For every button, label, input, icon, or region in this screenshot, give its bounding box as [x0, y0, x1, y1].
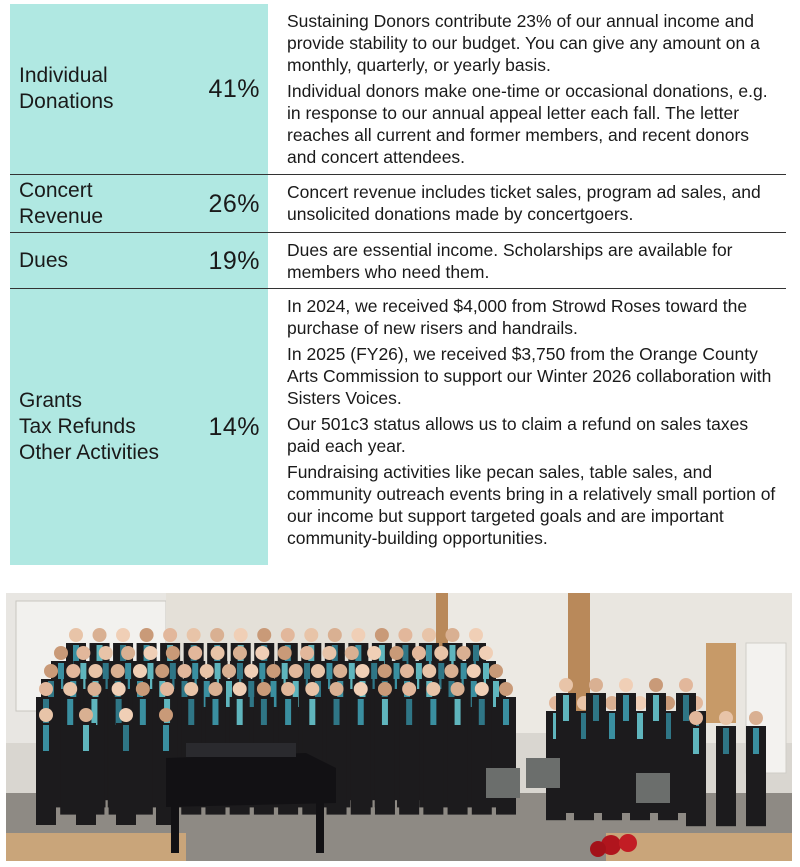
singer-head [44, 664, 58, 678]
singer-head [367, 646, 381, 660]
singer-scarf [123, 725, 129, 751]
singer-head [159, 708, 173, 722]
singer-head [54, 646, 68, 660]
singer-head [679, 678, 693, 692]
singer-head [281, 682, 295, 696]
choir-group-photo [6, 593, 792, 861]
singer-head [451, 682, 465, 696]
description-cell [268, 4, 786, 174]
singer-scarf [593, 695, 599, 721]
singer-head [244, 664, 258, 678]
singer-head [281, 628, 295, 642]
singer-head [412, 646, 426, 660]
singer-head [87, 682, 101, 696]
singer-head [390, 646, 404, 660]
singer-head [278, 646, 292, 660]
row-dues [10, 233, 786, 289]
category-percent: 41% [208, 75, 260, 103]
singer-head [116, 628, 130, 642]
singer-head [445, 664, 459, 678]
singer-head [426, 682, 440, 696]
singer-head [489, 664, 503, 678]
singer-scarf [43, 725, 49, 751]
singer-head [200, 664, 214, 678]
singer-head [63, 682, 77, 696]
singer-head [39, 708, 53, 722]
singer-head [289, 664, 303, 678]
singer-head [445, 628, 459, 642]
singer-scarf [237, 699, 243, 725]
singer-scarf [683, 695, 689, 721]
category-percent: 14% [208, 413, 260, 441]
singer-head [378, 664, 392, 678]
singer-scarf [623, 695, 629, 721]
singer-head [143, 646, 157, 660]
singer-scarf [163, 725, 169, 751]
singer-head [99, 646, 113, 660]
singer-head [66, 664, 80, 678]
category-label: Individual Donations [19, 64, 114, 113]
singer-scarf [188, 699, 194, 725]
description-paragraph: Individual donors make one-time or occasional donations, e.g. in response to our annual appeal letter each fall. The letter reaches all current and former members, and recent donors and concert attendees. [287, 81, 768, 167]
description-paragraph: Dues are essential income. Scholarships are available for members who need them. [287, 240, 733, 282]
singer-head [330, 682, 344, 696]
singer-head [749, 711, 763, 725]
choir-photo-illustration [6, 593, 792, 861]
singer-scarf [455, 699, 461, 725]
singer-head [187, 628, 201, 642]
row-individual-donations [10, 4, 786, 175]
description-paragraph: Sustaining Donors contribute 23% of our annual income and provide stability to our budget. You can give any amount on a monthly, quarterly, or yearly basis. [287, 11, 760, 75]
category-cell [10, 289, 268, 565]
singer-head [257, 682, 271, 696]
singer-head [119, 708, 133, 722]
singer-head [378, 682, 392, 696]
singer-head [422, 664, 436, 678]
singer-head [619, 678, 633, 692]
singer-scarf [261, 699, 267, 725]
singer-head [333, 664, 347, 678]
singer-scarf [140, 699, 146, 725]
singer-scarf [609, 713, 615, 739]
singer-head [163, 628, 177, 642]
singer-head [257, 628, 271, 642]
singer-head [305, 682, 319, 696]
singer-head [69, 628, 83, 642]
singer-scarf [309, 699, 315, 725]
singer-head [300, 646, 314, 660]
singer-scarf [753, 728, 759, 754]
category-cell [10, 233, 268, 288]
singer-head [398, 628, 412, 642]
singer-head [133, 664, 147, 678]
singer-scarf [479, 699, 485, 725]
singer-head [166, 646, 180, 660]
description-paragraph: Concert revenue includes ticket sales, program ad sales, and unsolicited donations made by concertgoers. [287, 182, 761, 224]
singer-head [155, 664, 169, 678]
singer-head [210, 628, 224, 642]
description-cell [268, 289, 786, 565]
description-paragraph: Our 501c3 status allows us to claim a refund on sales taxes paid each year. [287, 414, 749, 456]
singer-head [222, 664, 236, 678]
singer-head [467, 664, 481, 678]
singer-head [184, 682, 198, 696]
singer-head [499, 682, 513, 696]
singer-scarf [406, 699, 412, 725]
singer-head [208, 682, 222, 696]
singer-head [89, 664, 103, 678]
singer-head [469, 628, 483, 642]
singer-head [356, 664, 370, 678]
singer-head [255, 646, 269, 660]
singer-head [589, 678, 603, 692]
row-concert-revenue [10, 175, 786, 233]
singer-scarf [67, 699, 73, 725]
singer-scarf [563, 695, 569, 721]
singer-head [328, 628, 342, 642]
category-percent: 26% [208, 189, 260, 218]
singer-scarf [503, 699, 509, 725]
singer-head [689, 711, 703, 725]
singer-head [267, 664, 281, 678]
singer-head [402, 682, 416, 696]
singer-head [719, 711, 733, 725]
row-grants-other [10, 289, 786, 565]
singer-scarf [358, 699, 364, 725]
category-cell [10, 4, 268, 174]
singer-scarf [693, 728, 699, 754]
singer-head [559, 678, 573, 692]
singer-head [422, 628, 436, 642]
singer-head [233, 646, 247, 660]
singer-scarf [285, 699, 291, 725]
singer-head [79, 708, 93, 722]
singer-head [93, 628, 107, 642]
singer-head [140, 628, 154, 642]
singer-head [178, 664, 192, 678]
singer-scarf [212, 699, 218, 725]
category-percent: 19% [208, 246, 260, 275]
description-paragraph: In 2024, we received $4,000 from Strowd Roses toward the purchase of new risers and handrails. [287, 296, 748, 338]
singer-scarf [430, 699, 436, 725]
singer-head [121, 646, 135, 660]
singer-head [188, 646, 202, 660]
singer-scarf [334, 699, 340, 725]
category-cell [10, 175, 268, 232]
description-cell [268, 233, 786, 288]
singer-scarf [382, 699, 388, 725]
singer-head [400, 664, 414, 678]
singer-head [233, 682, 247, 696]
singer-head [649, 678, 663, 692]
category-label: Dues [19, 248, 69, 272]
singer-head [457, 646, 471, 660]
singer-head [434, 646, 448, 660]
singer-head [136, 682, 150, 696]
description-cell [268, 175, 786, 232]
singer-head [234, 628, 248, 642]
singer-head [160, 682, 174, 696]
singer-head [322, 646, 336, 660]
singer-head [375, 628, 389, 642]
singer-head [311, 664, 325, 678]
singer-scarf [637, 713, 643, 739]
singer-head [111, 664, 125, 678]
singer-head [354, 682, 368, 696]
singer-head [39, 682, 53, 696]
singer-scarf [653, 695, 659, 721]
singer-head [112, 682, 126, 696]
singer-head [345, 646, 359, 660]
description-paragraph: Fundraising activities like pecan sales, table sales, and community outreach events bring in a relatively small portion of our income but support targeted goals and are important community-building opportunities. [287, 462, 776, 548]
description-paragraph: In 2025 (FY26), we received $3,750 from the Orange County Arts Commission to support our Winter 2026 collaboration with Sisters Voices. [287, 344, 772, 408]
category-label: Concert Revenue [19, 178, 104, 228]
singer-head [479, 646, 493, 660]
singer-head [475, 682, 489, 696]
singer-head [351, 628, 365, 642]
category-label: Grants Tax Refunds Other Activities [19, 389, 160, 464]
singer-head [211, 646, 225, 660]
income-sources-table [10, 4, 786, 565]
singer-scarf [83, 725, 89, 751]
singer-scarf [723, 728, 729, 754]
singer-head [76, 646, 90, 660]
singer-head [304, 628, 318, 642]
